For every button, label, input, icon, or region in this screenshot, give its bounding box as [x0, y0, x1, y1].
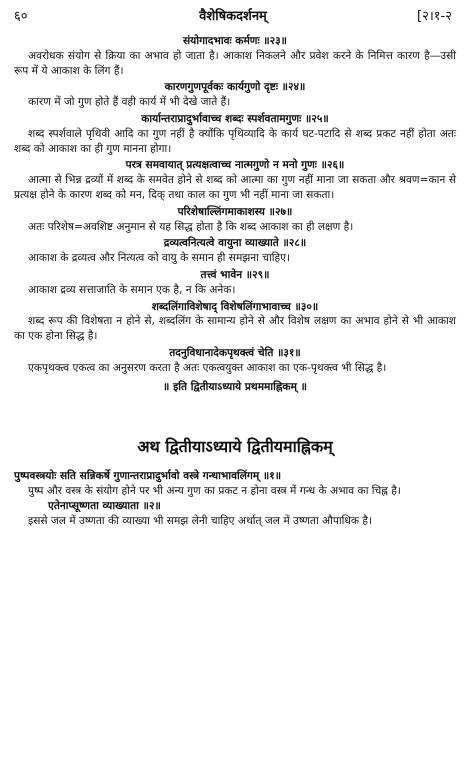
commentary-31: एकपृथक्त्व एकत्व का अनुसरण करता है अतः एकत्वयुक्त आकाश का एक-पृथक्त्व भी सिद्ध है।: [28, 361, 387, 374]
sutra-2-2-2: एतेनाप्सूष्णता व्याख्याता ॥२॥: [48, 499, 161, 512]
commentary-26: आत्मा से भिन्न द्रव्यों में शब्द के समवेत होने से शब्द को आत्मा का गुण नहीं माना जा सकता और श्रवण=कान से प्रत्यक्ष होने के कारण शब्द को मन, दिक् तथा काल का गुण भी नहीं माना जा सकता।: [14, 174, 456, 201]
sutra-30: शब्दलिंगाविशेषाद् विशेषलिंगाभावाच्च ॥३०॥: [151, 300, 319, 313]
sutra-25: कार्यान्तराप्रादुर्भावाच्च शब्दः स्पर्शवतामगुणः ॥२५॥: [141, 112, 329, 125]
commentary-28: आकाश के द्रव्यत्व और नित्यत्व को वायु के समान ही समझना चाहिए।: [28, 252, 291, 265]
commentary-27: अतः परिशेष=अवशिष्ट अनुमान से यह सिद्ध होता है कि शब्द आकाश का ही लक्षण है।: [28, 220, 354, 233]
commentary-30: शब्द रूप की विशेषता न होने से, शब्दलिंग के सामान्य होने से और विशेष लक्षण का अभाव होने से भी आकाश का एक होना सिद्ध है।: [14, 315, 456, 343]
sutra-2-2-1: पुष्पवस्त्रयोः सति सन्निकर्षे गुणान्तराप्रादुर्भावो वस्त्रे गन्धाभावलिंगम् ॥१॥: [14, 470, 282, 483]
book-title: वैशेषिकदर्शनम्: [199, 9, 267, 24]
sutra-28: द्रव्यत्वनित्यत्वे वायुना व्याख्याते ॥२८॥: [163, 237, 307, 250]
page-body: [14, 32, 456, 528]
sutra-26: परत्र समवायात् प्रत्यक्षत्वाच्च नात्मगुणो न मनो गुणः ॥२६॥: [125, 159, 345, 172]
sutra-24: कारणगुणपूर्वकः कार्यगुणो दृष्टः ॥२४॥: [164, 81, 306, 94]
sutra-29: तत्त्वं भावेन ॥२९॥: [200, 268, 270, 281]
commentary-24: कारण में जो गुण होते हैं वही कार्य में भी देखे जाते हैं।: [28, 96, 231, 109]
sutra-27: परिशेषाल्लिंगमाकाशस्य ॥२७॥: [177, 205, 293, 218]
commentary-23: अवरोधक संयोग से क्रिया का अभाव हो जाता है। आकाश निकलने और प्रवेश करने के निमित्त कारण है—उसी रूप में ये आकाश के लिंग हैं।: [14, 49, 456, 77]
page-header: [14, 6, 452, 28]
commentary-2-2-2: इससे जल में उष्णता की व्याख्या भी समझ लेनी चाहिए अर्थात् जल में उष्णता औपाधिक है।: [28, 514, 373, 527]
section-reference: [२।१-२: [417, 9, 452, 24]
sutra-31: तदनुविधानादेकपृथक्त्वं चेति ॥३१॥: [169, 346, 301, 359]
section-ending: ॥ इति द्वितीयाऽध्याये प्रथममाह्निकम् ॥: [163, 380, 307, 393]
sutra-23: संयोगादभावः कर्मणः ॥२३॥: [183, 35, 287, 47]
page-number: ६०: [14, 9, 28, 24]
chapter-heading: अथ द्वितीयाऽध्याये द्वितीयमाह्निकम्: [137, 437, 333, 457]
commentary-25: शब्द स्पर्शवाले पृथिवी आदि का गुण नहीं है क्योंकि पृथिव्यादि के कार्य घट-पटादि से शब्द प्रकट नहीं होता अतः शब्द को आकाश का ही गुण मानना होगा।: [14, 127, 456, 155]
commentary-29: आकाश द्रव्य सत्ताजाति के समान एक है, न कि अनेक।: [28, 283, 236, 296]
commentary-2-2-1: पुष्प और वस्त्र के संयोग होने पर भी अन्य गुण का प्रकट न होना वस्त्र में गन्ध के अभाव का चिह्न है।: [28, 484, 401, 497]
